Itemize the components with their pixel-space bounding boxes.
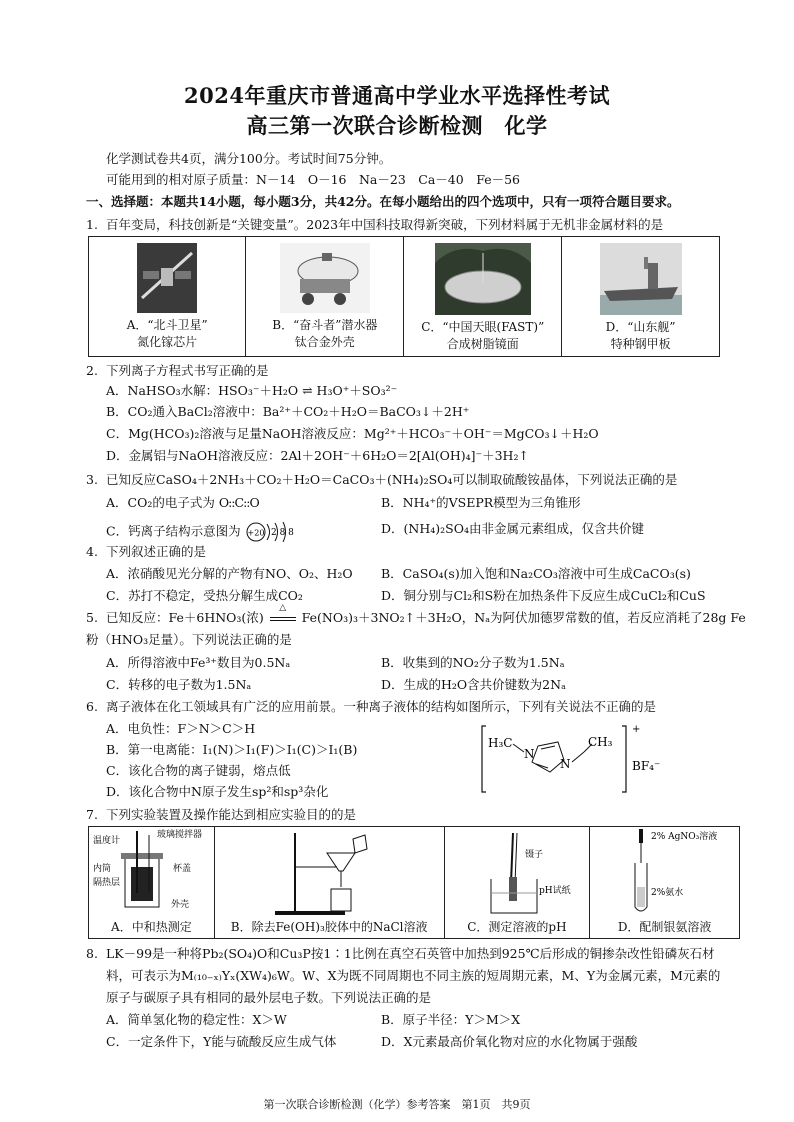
q7-option-a[interactable]	[89, 827, 215, 939]
anion-label: BF₄⁻	[632, 759, 661, 773]
q4-option-b[interactable]: B．CaSO₄(s)加入饱和Na₂CO₃溶液中可生成CaCO₃(s)	[381, 566, 691, 581]
q7-c-caption: C．测定溶液的pH	[467, 920, 567, 934]
q3-option-c[interactable]	[106, 520, 303, 544]
q2-option-d[interactable]: D．金属铝与NaOH溶液反应：2Al＋2OH⁻＋6H₂O＝2[Al(OH)₄]⁻＋3H₂↑	[106, 448, 529, 463]
q1-option-b[interactable]	[246, 237, 404, 357]
q4-stem: 下列叙述正确的是	[106, 544, 207, 559]
q5-stem-part-2: Fe(NO₃)₃＋3NO₂↑＋3H₂O，Nₐ为阿伏加德罗常数的值，若反应消耗了28g Fe	[301, 610, 746, 625]
q3-stem: 已知反应CaSO₄＋2NH₃＋CO₂＋H₂O＝CaCO₃＋(NH₄)₂SO₄可以制取硫酸铵晶体，下列说法正确的是	[106, 472, 678, 487]
q1-options-table	[88, 236, 720, 357]
q5-number: 5.	[86, 610, 98, 625]
label-tweezers: 镊子	[524, 850, 543, 860]
q2-option-b[interactable]: B．CO₂通入BaCl₂溶液中：Ba²⁺＋CO₂＋H₂O＝BaCO₃↓＋2H⁺	[106, 404, 470, 419]
label-thermometer: 温度计	[93, 836, 121, 846]
q7-options-table	[88, 826, 740, 939]
right-methyl-group: CH₃	[588, 735, 613, 749]
q8-stem-line-1: LK－99是一种将Pb₂(SO₄)O和Cu₃P按1∶1比例在真空石英管中加热到925℃后形成的铜掺杂改性铅磷灰石材	[106, 946, 715, 961]
exam-title: 2024年重庆市普通高中学业水平选择性考试	[184, 83, 610, 108]
q5-option-a[interactable]: A．所得溶液中Fe³⁺数目为0.5Nₐ	[106, 655, 291, 670]
q1-option-c[interactable]	[404, 237, 562, 357]
calcium-nucleus-charge: +20	[247, 528, 265, 538]
heat-symbol: △	[279, 603, 287, 613]
q6-option-a[interactable]: A．电负性：F＞N＞C＞H	[106, 721, 256, 736]
q3-number: 3.	[86, 472, 98, 487]
submersible-image	[280, 243, 370, 313]
label-outer-shell: 外壳	[171, 900, 190, 910]
heat-arrow	[268, 603, 298, 626]
q7-option-b[interactable]	[214, 827, 444, 939]
q3-c-text: C．钙离子结构示意图为	[106, 523, 241, 539]
calcium-ion-diagram	[245, 520, 303, 544]
imidazolium-n2: N	[560, 757, 571, 771]
q6-number: 6.	[86, 699, 98, 714]
q1-option-d[interactable]	[562, 237, 720, 357]
q3-option-d[interactable]: D．(NH₄)₂SO₄由非金属元素组成，仅含共价键	[381, 521, 644, 536]
intro-line-1: 化学测试卷共4页，满分100分。考试时间75分钟。	[106, 151, 392, 166]
q8-stem-line-2: 料，可表示为M₍₁₀₋ₓ₎Yₓ(XW₄)₆W。W、X为既不同周期也不同主族的短周期元素，M、Y为金属元素，M元素的	[106, 968, 721, 983]
q2-stem: 下列离子方程式书写正确的是	[106, 363, 269, 378]
q6-stem: 离子液体在化工领域具有广泛的应用前景。一种离子液体的结构如图所示，下列有关说法不正确的是	[106, 699, 657, 714]
q1-option-a[interactable]	[89, 237, 246, 357]
q4-option-d[interactable]: D．铜分别与Cl₂和S粉在加热条件下反应生成CuCl₂和CuS	[381, 588, 706, 603]
calcium-shell-electrons: 2 8 8	[270, 528, 294, 538]
ph-test-apparatus	[445, 827, 589, 917]
q1-c-label-1: C．“中国天眼(FAST)”	[421, 320, 545, 334]
co2-electron-formula: O::C::O	[218, 495, 259, 510]
label-insulation: 隔热层	[93, 878, 121, 888]
cation-charge: +	[632, 724, 641, 735]
q5-option-d[interactable]: D．生成的H₂O含共价键数为2Nₐ	[381, 677, 566, 692]
q4-option-a[interactable]: A．浓硝酸见光分解的产物有NO、O₂、H₂O	[106, 566, 353, 581]
q1-a-label-2: 氮化镓芯片	[137, 335, 198, 349]
satellite-image	[137, 243, 197, 313]
q7-option-c[interactable]	[444, 827, 590, 939]
q6-option-d[interactable]: D．该化合物中N原子发生sp²和sp³杂化	[106, 784, 329, 799]
label-lid: 杯盖	[173, 864, 192, 874]
label-agno3-solution: 2% AgNO₃溶液	[650, 832, 717, 842]
silver-ammonia-apparatus	[591, 827, 739, 917]
q3-option-b[interactable]: B．NH₄⁺的VSEPR模型为三角锥形	[381, 495, 581, 510]
section-heading: 一、选择题：本题共14小题，每小题3分，共42分。在每小题给出的四个选项中，只有一项符合题目要求。	[86, 194, 680, 209]
q6-option-b[interactable]: B．第一电离能：I₁(N)＞I₁(F)＞I₁(C)＞I₁(B)	[106, 742, 358, 757]
q7-d-caption: D．配制银氨溶液	[617, 920, 712, 934]
fast-telescope-image	[435, 243, 531, 315]
q7-number: 7.	[86, 807, 98, 822]
label-ammonia-water: 2%氨水	[650, 888, 683, 898]
q1-stem: 百年变局，科技创新是“关键变量”。2023年中国科技取得新突破，下列材料属于无机非金属材料的是	[106, 217, 664, 232]
q2-number: 2.	[86, 363, 98, 378]
q8-option-c[interactable]: C．一定条件下，Y能与硫酸反应生成气体	[106, 1034, 337, 1049]
q8-option-d[interactable]: D．X元素最高价氧化物对应的水化物属于强酸	[381, 1034, 638, 1049]
q2-option-c[interactable]: C．Mg(HCO₃)₂溶液与足量NaOH溶液反应：Mg²⁺＋HCO₃⁻＋OH⁻＝MgCO₃↓＋H₂O	[106, 426, 599, 441]
q7-a-caption: A．中和热测定	[111, 920, 192, 934]
q2-option-a[interactable]: A．NaHSO₃水解：HSO₃⁻＋H₂O ⇌ H₃O⁺＋SO₃²⁻	[106, 383, 398, 398]
ionic-liquid-structure	[480, 722, 661, 796]
q5-stem-line-1	[106, 603, 746, 626]
aircraft-carrier-image	[600, 243, 682, 315]
filtration-apparatus	[215, 827, 443, 917]
label-inner-cup: 内筒	[93, 864, 112, 874]
q3-a-text: A．CO₂的电子式为	[106, 495, 215, 510]
intro-line-2: 可能用到的相对原子质量：N－14 O－16 Na－23 Ca－40 Fe－56	[106, 172, 521, 187]
calorimeter-apparatus	[89, 827, 213, 917]
label-ph-paper: pH试纸	[538, 886, 571, 896]
q1-d-label-1: D．“山东舰”	[605, 320, 676, 334]
q5-option-b[interactable]: B．收集到的NO₂分子数为1.5Nₐ	[381, 655, 565, 670]
exam-subtitle: 高三第一次联合诊断检测 化学	[246, 113, 548, 138]
q1-a-label-1: A．“北斗卫星”	[126, 318, 208, 332]
q5-stem-line-2: 粉（HNO₃足量）。下列说法正确的是	[86, 632, 292, 647]
q8-option-a[interactable]: A．简单氢化物的稳定性：X＞W	[106, 1012, 287, 1027]
q8-option-b[interactable]: B．原子半径：Y＞M＞X	[381, 1012, 521, 1027]
q1-b-label-1: B．“奋斗者”潜水器	[272, 318, 378, 332]
q6-option-c[interactable]: C．该化合物的离子键弱，熔点低	[106, 763, 291, 778]
q8-number: 8.	[86, 946, 98, 961]
q4-option-c[interactable]: C．苏打不稳定，受热分解生成CO₂	[106, 588, 303, 603]
q8-stem-line-3: 原子与碳原子具有相同的最外层电子数。下列说法正确的是	[106, 990, 432, 1005]
q1-number: 1.	[86, 217, 98, 232]
label-glass-stirrer: 玻璃搅拌器	[157, 830, 203, 840]
q5-option-c[interactable]: C．转移的电子数为1.5Nₐ	[106, 677, 252, 692]
q3-option-a[interactable]	[106, 494, 259, 511]
q1-d-label-2: 特种钢甲板	[610, 337, 671, 351]
q7-b-caption: B．除去Fe(OH)₃胶体中的NaCl溶液	[230, 920, 428, 934]
q7-option-d[interactable]	[590, 827, 740, 939]
q4-number: 4.	[86, 544, 98, 559]
page-footer: 第一次联合诊断检测（化学）参考答案 第1页 共9页	[263, 1098, 531, 1111]
q5-stem-part-1: 已知反应：Fe＋6HNO₃(浓)	[106, 610, 264, 625]
q1-c-label-2: 合成树脂镜面	[446, 337, 519, 351]
imidazolium-n1: N	[524, 747, 535, 761]
left-methyl-group: H₃C	[488, 736, 513, 750]
q7-stem: 下列实验装置及操作能达到相应实验目的的是	[106, 807, 357, 822]
q1-b-label-2: 钛合金外壳	[294, 335, 355, 349]
